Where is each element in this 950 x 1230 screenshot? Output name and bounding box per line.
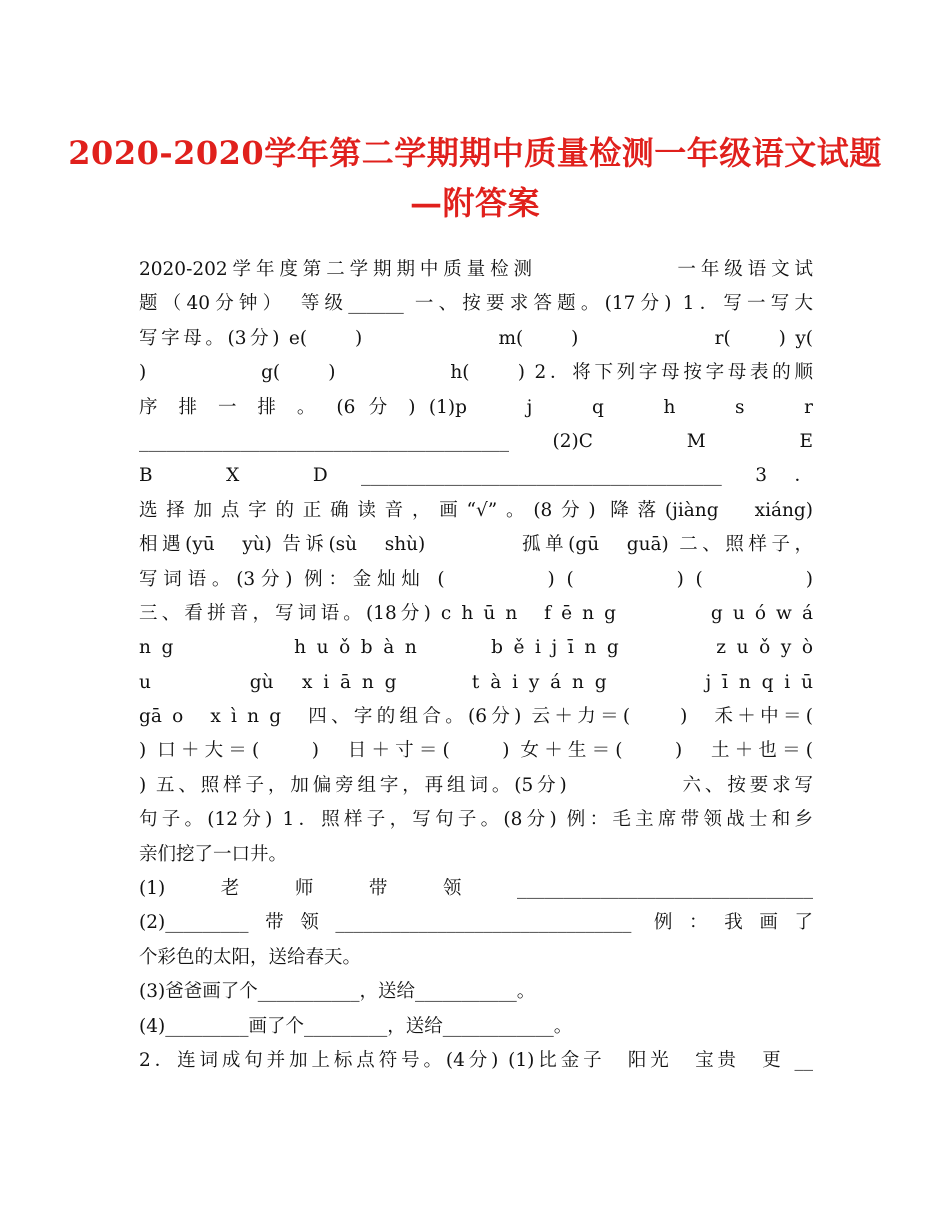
text-line: (4)_________画了个_________，送给____________。 — [139, 1015, 573, 1037]
text-line: ) g( ) h( ) 2．将下列字母按字母表的顺 — [139, 362, 813, 384]
document-title-line-2: —附答案 — [409, 184, 540, 222]
text-line: 句子。(12分) 1．照样子，写句子。(8分) 例：毛主席带领战士和乡 — [139, 809, 813, 831]
text-line: 2020-202学年度第二学期期中质量检测 一年级语文试 — [139, 259, 813, 280]
text-line: 写词语。(3分) 例：金灿灿 ( ) ( ) ( ) — [139, 568, 813, 590]
document-title-line-1: 2020-2020学年第二学期期中质量检测一年级语文试题 — [68, 134, 882, 172]
text-line: (2)_________带领________________________________ 例：我画了 — [139, 912, 813, 934]
text-line: gā o x ì n g 四、字的组合。(6分) 云＋力＝( ) 禾＋中＝( — [139, 706, 813, 728]
text-line: n g h u ǒ b à n b ě i j ī n g z u ǒ y ò — [139, 637, 813, 659]
text-line: 亲们挖了一口井。 — [139, 843, 288, 865]
exam-body-text — [139, 253, 813, 1078]
text-line: (1) 老 师 带 领 ________________________________ — [139, 878, 813, 900]
text-line: 选择加点字的正确读音，画“√”。(8分) 降落(jiàng xiáng) — [139, 499, 813, 521]
text-line: 序 排 一 排 。 (6 分 ) (1)p j q h s r — [139, 396, 813, 418]
text-line: 三、看拼音，写词语。(18分) c h ū n f ē n g g u ó w á — [139, 602, 813, 624]
text-line: 相遇(yū yù) 告诉(sù shù) 孤单(gū guā) 二、照样子， — [139, 534, 813, 556]
text-line: B X D _______________________________________ 3． — [139, 465, 813, 487]
text-line: 写字母。(3分) e( ) m( ) r( ) y( — [139, 327, 813, 349]
text-line: (3)爸爸画了个___________，送给___________。 — [139, 981, 536, 1003]
text-line: u gù x i ā n g t à i y á n g j ī n q i ū — [139, 671, 813, 693]
text-line: 2．连词成句并加上标点符号。(4分) (1)比金子 阳光 宝贵 更 __ — [139, 1049, 813, 1071]
text-line: 个彩色的太阳，送给春天。 — [139, 946, 362, 968]
text-line: ) 口＋大＝( ) 日＋寸＝( ) 女＋生＝( ) 土＋也＝( — [139, 740, 813, 762]
text-line: 题（40分钟） 等级______ 一、按要求答题。(17分) 1．写一写大 — [139, 293, 813, 315]
text-line: ________________________________________ (2)C M E — [139, 430, 813, 452]
text-line: ) 五、照样子，加偏旁组字，再组词。(5分) 六、按要求写 — [139, 774, 813, 796]
